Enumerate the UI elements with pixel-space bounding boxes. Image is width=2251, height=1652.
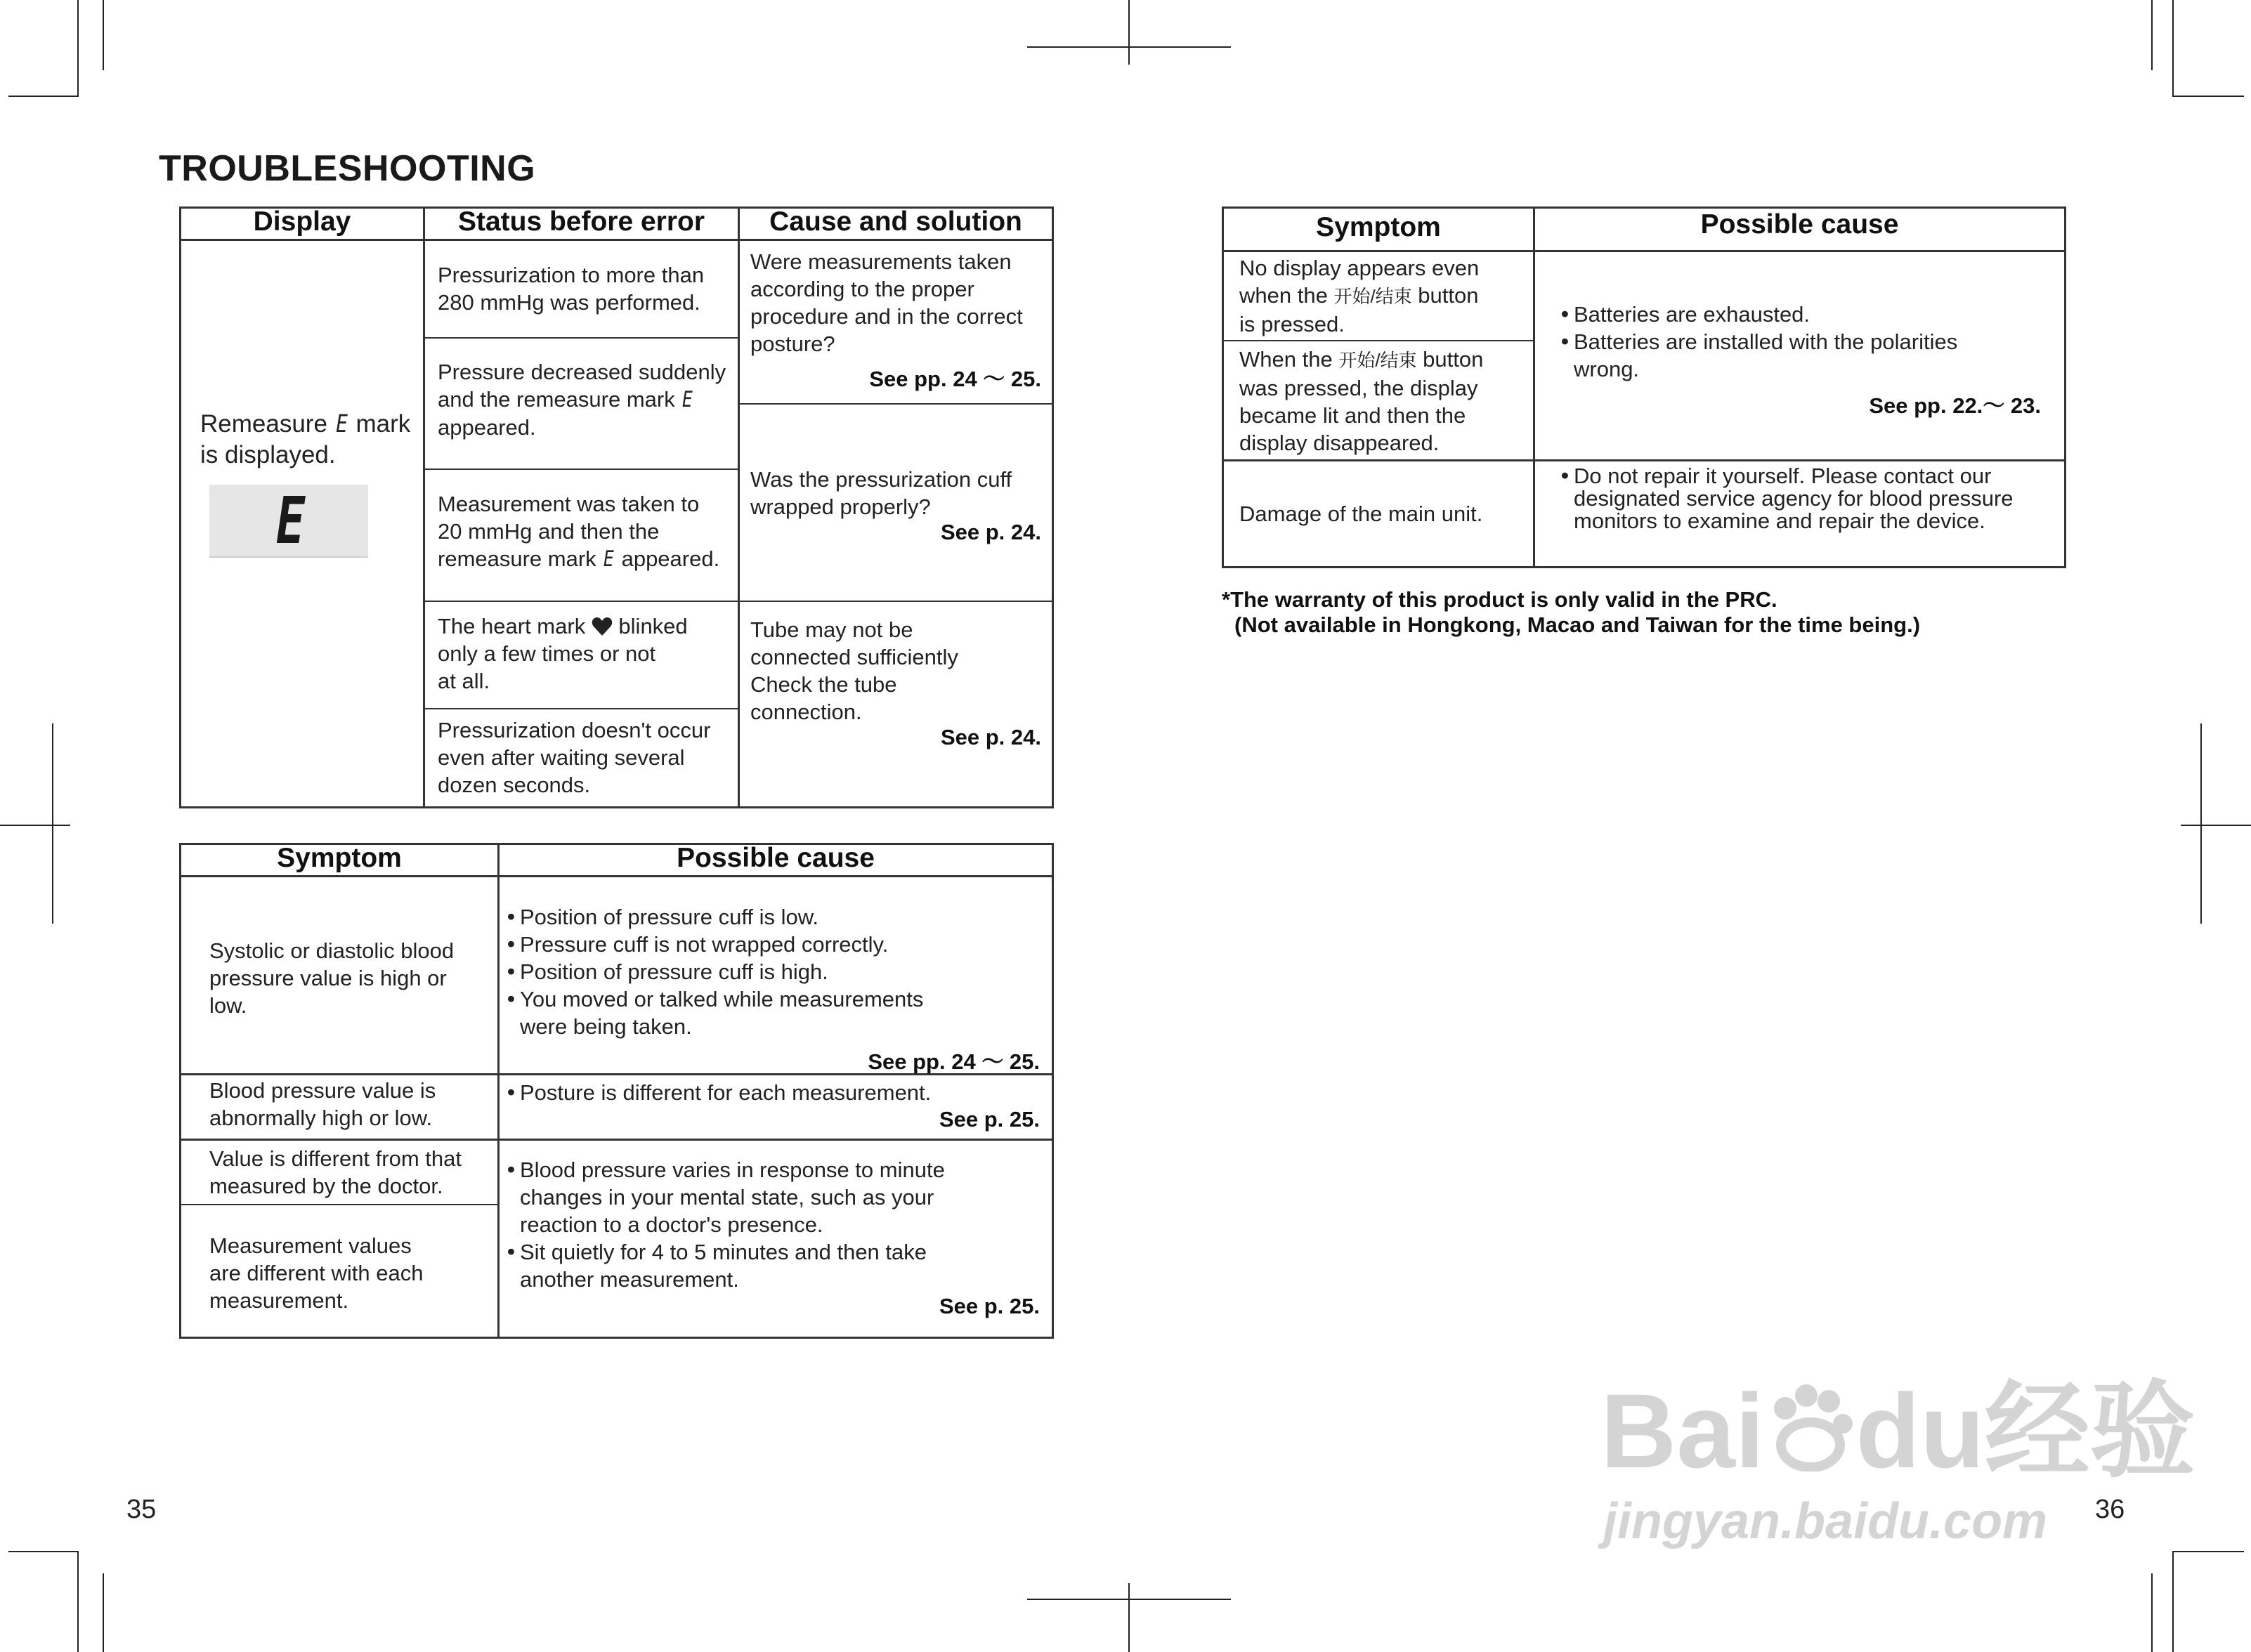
cause-posture: • Posture is different for each measurement. [507,1079,931,1106]
header-possible-cause: Possible cause [1700,209,1899,240]
symptom-no-display: No display appears even when the 开始/结束 button is pressed. [1239,256,1480,336]
start-stop-button-label: 开始/结束 [1333,286,1412,307]
status-no-pressurization: Pressurization doesn't occur even after waiting several dozen seconds. [438,718,711,797]
remeasure-mark-icon: E [335,410,348,438]
start-stop-button-label: 开始/结束 [1338,350,1417,371]
ref-p25: See p. 25. [939,1107,1040,1132]
lcd-display [209,485,368,558]
cause-mental-state: • Blood pressure varies in response to minute changes in your mental state, such as your reaction to a doctor's presence. • Sit quietly for 4 to 5 minutes and then take another measurement. [507,1156,945,1293]
ref-p25: See p. 25. [939,1294,1040,1318]
header-symptom: Symptom [1316,212,1441,242]
remeasure-mark-icon: E [682,387,693,412]
header-display: Display [253,206,351,237]
watermark-logo: Bai du经验 [1600,1372,2195,1490]
symptom-damage: Damage of the main unit. [1239,501,1483,526]
display-description: Remeasure E mark is displayed. [200,410,411,468]
page-number-left: 35 [126,1495,157,1524]
symptom-doctor: Value is different from that measured by the doctor. [209,1146,462,1198]
page-number-right: 36 [2095,1495,2125,1524]
symptom-abnormal: Blood pressure value is abnormally high or low. [209,1078,436,1130]
status-pressurization-over: Pressurization to more than 280 mmHg was performed. [438,263,705,315]
symptom-high-low: Systolic or diastolic blood pressure value is high or low. [209,938,455,1018]
ref-pp24-25: See pp. 24 ～ 25. [868,1049,1040,1074]
cause-procedure: Were measurements taken according to the proper procedure and in the correct posture? [750,249,1023,356]
watermark-domain: jingyan.baidu.com [1603,1493,2048,1549]
header-status: Status before error [457,206,705,237]
header-symptom: Symptom [277,843,402,873]
page-title: TROUBLESHOOTING [159,148,536,189]
status-heart-mark: The heart mark blinked only a few times or not at all. [438,614,688,693]
cause-tube-connection: Tube may not be connected sufficiently Check the tube connection. [750,617,958,724]
header-possible-cause: Possible cause [677,843,875,873]
remeasure-mark-icon: E [603,546,615,572]
symptom-each-measurement: Measurement values are different with each measurement. [209,1233,424,1313]
cause-list-cuff: • Position of pressure cuff is low. • Pressure cuff is not wrapped correctly. • Position of pressure cuff is high. • You moved or talked while measurements were being taken. [507,903,923,1040]
lcd-error-symbol: E [275,483,306,558]
ref-pp22-23: See pp. 22.～ 23. [1869,393,2041,418]
cause-batteries: • Batteries are exhausted. • Batteries are installed with the polarities wrong. [1561,301,1957,383]
status-measured-20: Measurement was taken to 20 mmHg and then the remeasure mark E appeared. [438,492,720,572]
ref-pp24-25: See pp. 24 ～ 25. [869,367,1041,391]
warranty-note: *The warranty of this product is only valid in the PRC. (Not available in Hongkong, Macao and Taiwan for the time being.) [1222,587,1921,637]
cause-cuff-wrapped: Was the pressurization cuff wrapped properly? [750,467,1012,519]
ref-p24: See p. 24. [940,520,1041,544]
status-pressure-decreased: Pressure decreased suddenly and the remeasure mark E appeared. [438,360,726,440]
paw-icon [1764,1380,1855,1471]
heart-icon [592,617,613,636]
cause-repair: • Do not repair it yourself. Please contact our designated service agency for blood pressure monitors to examine and repair the device. [1561,465,2014,532]
header-cause: Cause and solution [769,206,1022,237]
symptom-display-disappeared: When the 开始/结束 button was pressed, the display became lit and then the display disappeared. [1239,347,1484,455]
ref-p24: See p. 24. [940,725,1041,749]
